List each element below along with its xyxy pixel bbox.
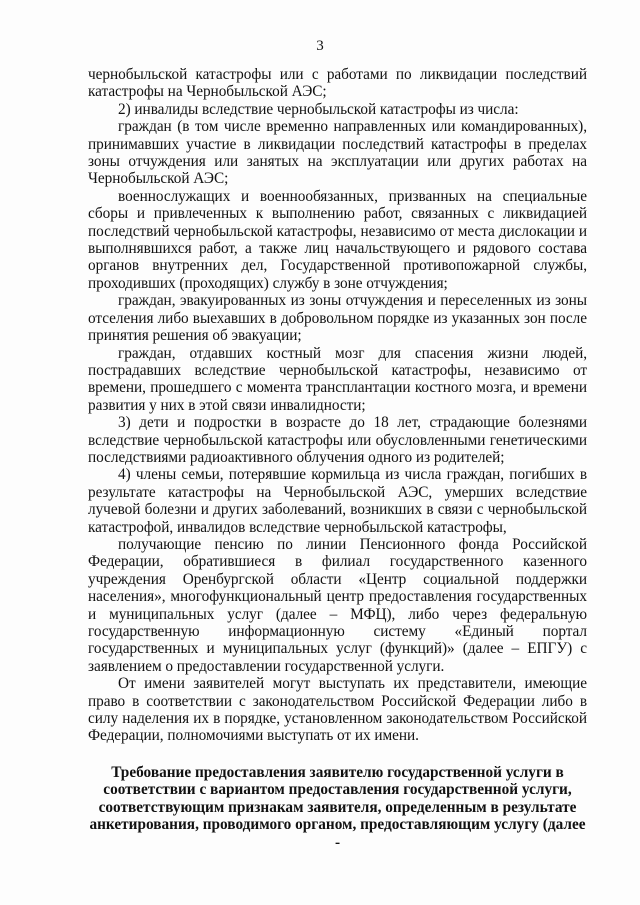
paragraph: От имени заявителей могут выступать их представители, имеющие право в соответствии с законодательством Российской Федерации либо в силу наделения их в порядке, установленном законодательством Российской Федерации, полномочиями выступать от их имени. <box>88 675 587 745</box>
page-number: 3 <box>316 38 324 54</box>
paragraph: 2) инвалиды вследствие чернобыльской катастрофы из числа: <box>118 100 519 118</box>
paragraph: граждан (в том числе временно направленных или командированных), принимавших участие в ликвидации последствий катастрофы в пределах зоны отчуждения или занятых на эксплуатации или других работах на Чернобыльской АЭС; <box>88 118 587 188</box>
paragraph: получающие пенсию по линии Пенсионного фонда Российской Федерации, обратившиеся в филиал государственного казенного учреждения Оренбургской области «Центр социальной поддержки населения», многофункциональный центр предоставления государственных и муниципальных услуг (далее – МФЦ), либо через федеральную государственную информационную систему «Единый портал государственных и муниципальных услуг (функций)» (далее – ЕПГУ) с заявлением о предоставлении государственной услуги. <box>88 535 587 675</box>
heading-line: соответствии с вариантом предоставления государственной услуги, <box>103 781 572 799</box>
paragraph: военнослужащих и военнообязанных, призванных на специальные сборы и привлеченных к выполнению работ, связанных с ликвидацией последствий чернобыльской катастрофы, независимо от места дислокации и выполнявшихся работ, а также лиц начальствующего и рядового состава органов внутренних дел, Государственной противопожарной службы, проходивших (проходящих) службу в зоне отчуждения; <box>88 187 587 292</box>
heading-line: Требование предоставления заявителю государственной услуги в <box>111 764 564 781</box>
heading-line: анкетирования, проводимого органом, предоставляющим услугу (далее - <box>89 816 586 851</box>
paragraph: граждан, эвакуированных из зоны отчуждения и переселенных из зоны отселения либо выехавших в добровольном порядке из указанных зон после принятия решения об эвакуации; <box>88 292 587 345</box>
document-body <box>88 66 587 745</box>
paragraph: чернобыльской катастрофы или с работами по ликвидации последствий катастрофы на Чернобыльской АЭС; <box>88 66 587 101</box>
paragraph: 4) члены семьи, потерявшие кормильца из числа граждан, погибших в результате катастрофы на Чернобыльской АЭС, умерших вследствие лучевой болезни и других заболеваний, возникших в связи с чернобыльской катастрофой, инвалидов вследствие чернобыльской катастрофы, <box>88 466 587 536</box>
paragraph: 3) дети и подростки в возрасте до 18 лет, страдающие болезнями вследствие чернобыльской катастрофы или обусловленными генетическими последствиями радиоактивного облучения одного из родителей; <box>88 414 587 466</box>
heading-line: соответствующим признакам заявителя, определенным в результате <box>98 798 577 816</box>
paragraph: граждан, отдавших костный мозг для спасения жизни людей, пострадавших вследствие чернобыльской катастрофы, независимо от времени, прошедшего с момента трансплантации костного мозга, и времени развития у них в этой связи инвалидности; <box>88 344 587 414</box>
section-heading <box>88 764 587 851</box>
